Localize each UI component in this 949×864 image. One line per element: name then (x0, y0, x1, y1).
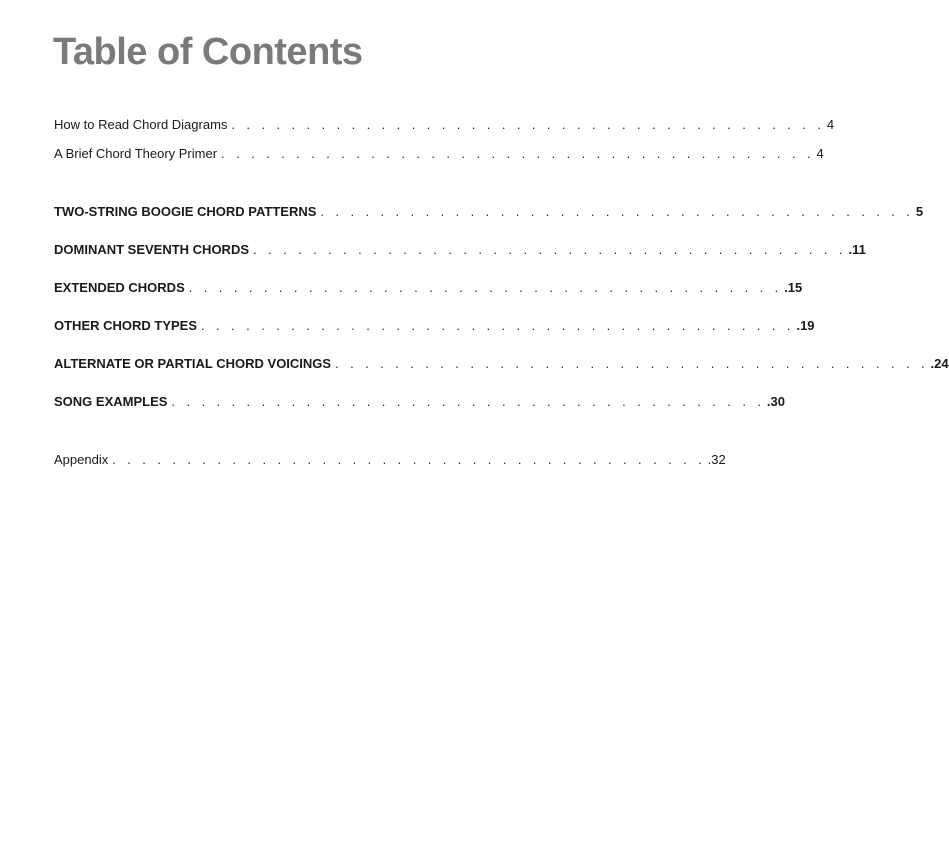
toc-entry-label: Appendix (54, 451, 112, 469)
dot-leader: . . . . . . . . . . . . . . . . . . . . . . . . . . . . . . . . . . . . . . . . (231, 117, 825, 132)
toc-entry-page: .19 (796, 318, 815, 333)
dot-leader: . . . . . . . . . . . . . . . . . . . . . . . . . . . . . . . . . . . . . . . . (188, 280, 783, 295)
toc-entry-alternate-voicings[interactable] (54, 355, 949, 373)
toc-entry-label: OTHER CHORD TYPES (54, 317, 201, 335)
toc-entry-dominant-seventh[interactable] (54, 241, 866, 259)
toc-entry-page: .32 (707, 452, 726, 467)
toc-entry-two-string-boogie[interactable] (54, 203, 924, 221)
toc-entry-page: .24 (930, 356, 949, 371)
toc-entry-page: 5 (915, 204, 924, 219)
toc-entry-other-chord-types[interactable] (54, 317, 815, 335)
dot-leader: . . . . . . . . . . . . . . . . . . . . . . . . . . . . . . . . . . . . . . . . (201, 318, 795, 333)
toc-entry-label: TWO-STRING BOOGIE CHORD PATTERNS (54, 203, 320, 221)
toc-entry-page: 4 (826, 117, 835, 132)
toc-entry-song-examples[interactable] (54, 393, 785, 411)
toc-entry-page: .30 (766, 394, 785, 409)
toc-entry-page: .15 (784, 280, 803, 295)
toc-entry-chord-theory-primer[interactable] (54, 145, 824, 163)
dot-leader: . . . . . . . . . . . . . . . . . . . . . . . . . . . . . . . . . . . . . . . . (171, 394, 765, 409)
toc-entry-how-to-read-chord-diagrams[interactable] (54, 116, 835, 134)
page-title: Table of Contents (53, 31, 363, 73)
toc-entry-label: ALTERNATE OR PARTIAL CHORD VOICINGS (54, 355, 335, 373)
toc-entry-page: 4 (816, 146, 824, 161)
toc-entry-extended-chords[interactable] (54, 279, 803, 297)
dot-leader: . . . . . . . . . . . . . . . . . . . . . . . . . . . . . . . . . . . . . . . . (112, 452, 706, 467)
toc-entry-label: How to Read Chord Diagrams (54, 116, 231, 134)
dot-leader: . . . . . . . . . . . . . . . . . . . . . . . . . . . . . . . . . . . . . . . . (320, 204, 914, 219)
toc-entry-label: SONG EXAMPLES (54, 393, 171, 411)
dot-leader: . . . . . . . . . . . . . . . . . . . . . . . . . . . . . . . . . . . . . . . . (335, 356, 929, 371)
toc-entry-label: DOMINANT SEVENTH CHORDS (54, 241, 253, 259)
toc-entry-label: A Brief Chord Theory Primer (54, 145, 221, 163)
toc-entry-page: .11 (848, 242, 866, 257)
dot-leader: . . . . . . . . . . . . . . . . . . . . . . . . . . . . . . . . . . . . . . . . (253, 242, 847, 257)
toc-entry-appendix[interactable] (54, 451, 726, 469)
dot-leader: . . . . . . . . . . . . . . . . . . . . . . . . . . . . . . . . . . . . . . . . (221, 146, 815, 161)
toc-entry-label: EXTENDED CHORDS (54, 279, 189, 297)
